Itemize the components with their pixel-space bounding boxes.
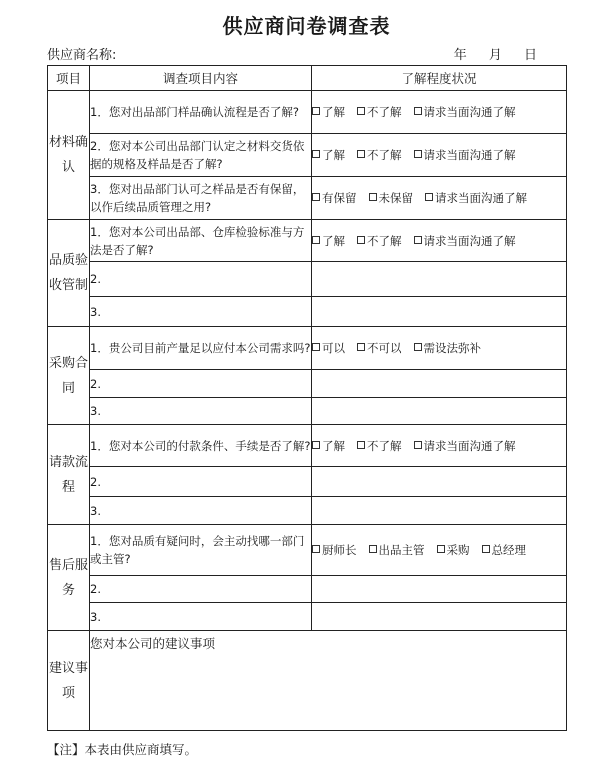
checkbox-icon[interactable] — [369, 193, 377, 201]
category-material-confirm: 材料确认 — [48, 91, 90, 220]
answer-cell[interactable] — [312, 467, 567, 497]
checkbox-label: 总经理 — [491, 543, 526, 557]
checkbox-icon[interactable] — [357, 343, 365, 351]
question-text: 2．您对本公司出品部门认定之材料交货依据的规格及样品是否了解? — [90, 134, 312, 177]
checkbox-icon[interactable] — [357, 150, 365, 158]
answer-cell[interactable] — [312, 497, 567, 525]
checkbox-option[interactable] — [312, 103, 345, 121]
checkbox-label: 请求当面沟通了解 — [423, 105, 516, 119]
checkbox-icon[interactable] — [357, 107, 365, 115]
question-text: 3. — [90, 297, 312, 327]
category-purchase-contract: 采购合同 — [48, 327, 90, 425]
checkbox-icon[interactable] — [369, 545, 377, 553]
category-after-sales: 售后服务 — [48, 525, 90, 631]
checkbox-icon[interactable] — [425, 193, 433, 201]
table-row — [48, 370, 567, 398]
answer-cell[interactable] — [312, 297, 567, 327]
footnote: 【注】本表由供应商填写。 — [47, 742, 198, 757]
question-text: 3．您对出品部门认可之样品是否有保留，以作后续品质管理之用? — [90, 177, 312, 220]
checkbox-option[interactable] — [414, 437, 516, 455]
options-cell — [312, 134, 567, 177]
checkbox-option[interactable] — [312, 232, 345, 250]
suggestions-cell[interactable]: 您对本公司的建议事项 — [90, 631, 567, 731]
table-row — [48, 631, 567, 731]
table-row — [48, 297, 567, 327]
options-cell — [312, 177, 567, 220]
question-text: 1．您对本公司的付款条件、手续是否了解? — [90, 425, 312, 467]
checkbox-option[interactable] — [414, 232, 516, 250]
checkbox-icon[interactable] — [312, 107, 320, 115]
checkbox-icon[interactable] — [414, 107, 422, 115]
table-row — [48, 576, 567, 603]
checkbox-option[interactable] — [357, 339, 402, 357]
table-row — [48, 327, 567, 370]
answer-cell[interactable] — [312, 603, 567, 631]
checkbox-option[interactable] — [414, 146, 516, 164]
checkbox-label: 出品主管 — [378, 543, 425, 557]
answer-cell[interactable] — [312, 370, 567, 398]
table-row — [48, 398, 567, 425]
checkbox-icon[interactable] — [312, 545, 320, 553]
header-status: 了解程度状况 — [312, 66, 567, 91]
checkbox-option[interactable] — [357, 103, 402, 121]
checkbox-label: 请求当面沟通了解 — [423, 438, 516, 453]
question-text: 3. — [90, 603, 312, 631]
checkbox-option[interactable] — [312, 437, 345, 455]
checkbox-label: 不了解 — [367, 438, 402, 453]
checkbox-option[interactable] — [369, 541, 425, 559]
checkbox-label: 不了解 — [367, 233, 402, 248]
answer-cell[interactable] — [312, 398, 567, 425]
supplier-line — [47, 44, 567, 63]
category-payment-process: 请款流程 — [48, 425, 90, 525]
checkbox-option[interactable] — [425, 189, 527, 207]
checkbox-option[interactable] — [312, 339, 345, 357]
checkbox-icon[interactable] — [414, 236, 422, 244]
checkbox-icon[interactable] — [414, 150, 422, 158]
checkbox-icon[interactable] — [312, 441, 320, 449]
options-cell — [312, 91, 567, 134]
checkbox-option[interactable] — [437, 541, 470, 559]
checkbox-label: 有保留 — [322, 191, 357, 205]
checkbox-option[interactable] — [312, 189, 357, 207]
checkbox-label: 请求当面沟通了解 — [435, 191, 527, 205]
question-text: 2. — [90, 262, 312, 297]
checkbox-label: 未保留 — [378, 191, 413, 205]
checkbox-icon[interactable] — [414, 441, 422, 449]
checkbox-icon[interactable] — [312, 150, 320, 158]
question-text: 3. — [90, 497, 312, 525]
table-row — [48, 91, 567, 134]
checkbox-option[interactable] — [357, 146, 402, 164]
table-row — [48, 603, 567, 631]
answer-cell[interactable] — [312, 576, 567, 603]
checkbox-option[interactable] — [357, 437, 402, 455]
checkbox-icon[interactable] — [357, 236, 365, 244]
table-row — [48, 467, 567, 497]
question-text: 1．您对品质有疑问时，会主动找哪一部门或主管? — [90, 525, 312, 576]
options-cell — [312, 425, 567, 467]
checkbox-option[interactable] — [369, 189, 414, 207]
checkbox-icon[interactable] — [357, 441, 365, 449]
page-title: 供应商问卷调查表 — [222, 14, 391, 38]
options-cell — [312, 525, 567, 576]
checkbox-label: 需设法弥补 — [423, 341, 481, 355]
checkbox-label: 了解 — [322, 438, 345, 453]
question-text: 1．贵公司目前产量足以应付本公司需求吗? — [90, 327, 312, 370]
category-suggestions: 建议事项 — [48, 631, 90, 731]
checkbox-label: 采购 — [446, 543, 470, 557]
checkbox-icon[interactable] — [312, 193, 320, 201]
checkbox-label: 了解 — [322, 233, 345, 248]
checkbox-icon[interactable] — [482, 545, 490, 553]
table-row — [48, 134, 567, 177]
answer-cell[interactable] — [312, 262, 567, 297]
checkbox-icon[interactable] — [312, 343, 320, 351]
checkbox-icon[interactable] — [414, 343, 422, 351]
table-row — [48, 525, 567, 576]
checkbox-icon[interactable] — [312, 236, 320, 244]
checkbox-label: 厨师长 — [322, 543, 357, 557]
checkbox-option[interactable] — [414, 339, 482, 357]
checkbox-label: 请求当面沟通了解 — [423, 233, 516, 248]
checkbox-label: 了解 — [322, 148, 345, 162]
checkbox-label: 不了解 — [367, 105, 402, 119]
table-row — [48, 177, 567, 220]
checkbox-icon[interactable] — [437, 545, 445, 553]
checkbox-option[interactable] — [312, 541, 357, 559]
category-quality-control: 品质验收管制 — [48, 220, 90, 327]
header-content: 调查项目内容 — [90, 66, 312, 91]
checkbox-label: 不了解 — [367, 148, 402, 162]
checkbox-option[interactable] — [357, 232, 402, 250]
question-text: 2. — [90, 576, 312, 603]
survey-table — [47, 65, 567, 731]
supplier-name-label: 供应商名称: — [47, 48, 117, 63]
checkbox-label: 不可以 — [367, 341, 402, 355]
question-text: 3. — [90, 398, 312, 425]
table-row — [48, 262, 567, 297]
date-label: 年 月 日 — [453, 48, 537, 63]
question-text: 2. — [90, 370, 312, 398]
options-cell — [312, 327, 567, 370]
checkbox-option[interactable] — [414, 103, 516, 121]
header-item: 项目 — [48, 66, 90, 91]
table-row — [48, 220, 567, 262]
checkbox-label: 了解 — [322, 105, 345, 119]
options-cell — [312, 220, 567, 262]
table-row — [48, 497, 567, 525]
checkbox-option[interactable] — [312, 146, 345, 164]
checkbox-label: 请求当面沟通了解 — [423, 148, 516, 162]
question-text: 2. — [90, 467, 312, 497]
question-text: 1．您对本公司出品部、仓库检验标准与方法是否了解? — [90, 220, 312, 262]
checkbox-label: 可以 — [322, 341, 345, 355]
header-row — [48, 66, 567, 91]
question-text: 1．您对出品部门样品确认流程是否了解? — [90, 91, 312, 134]
table-row — [48, 425, 567, 467]
checkbox-option[interactable] — [482, 541, 527, 559]
